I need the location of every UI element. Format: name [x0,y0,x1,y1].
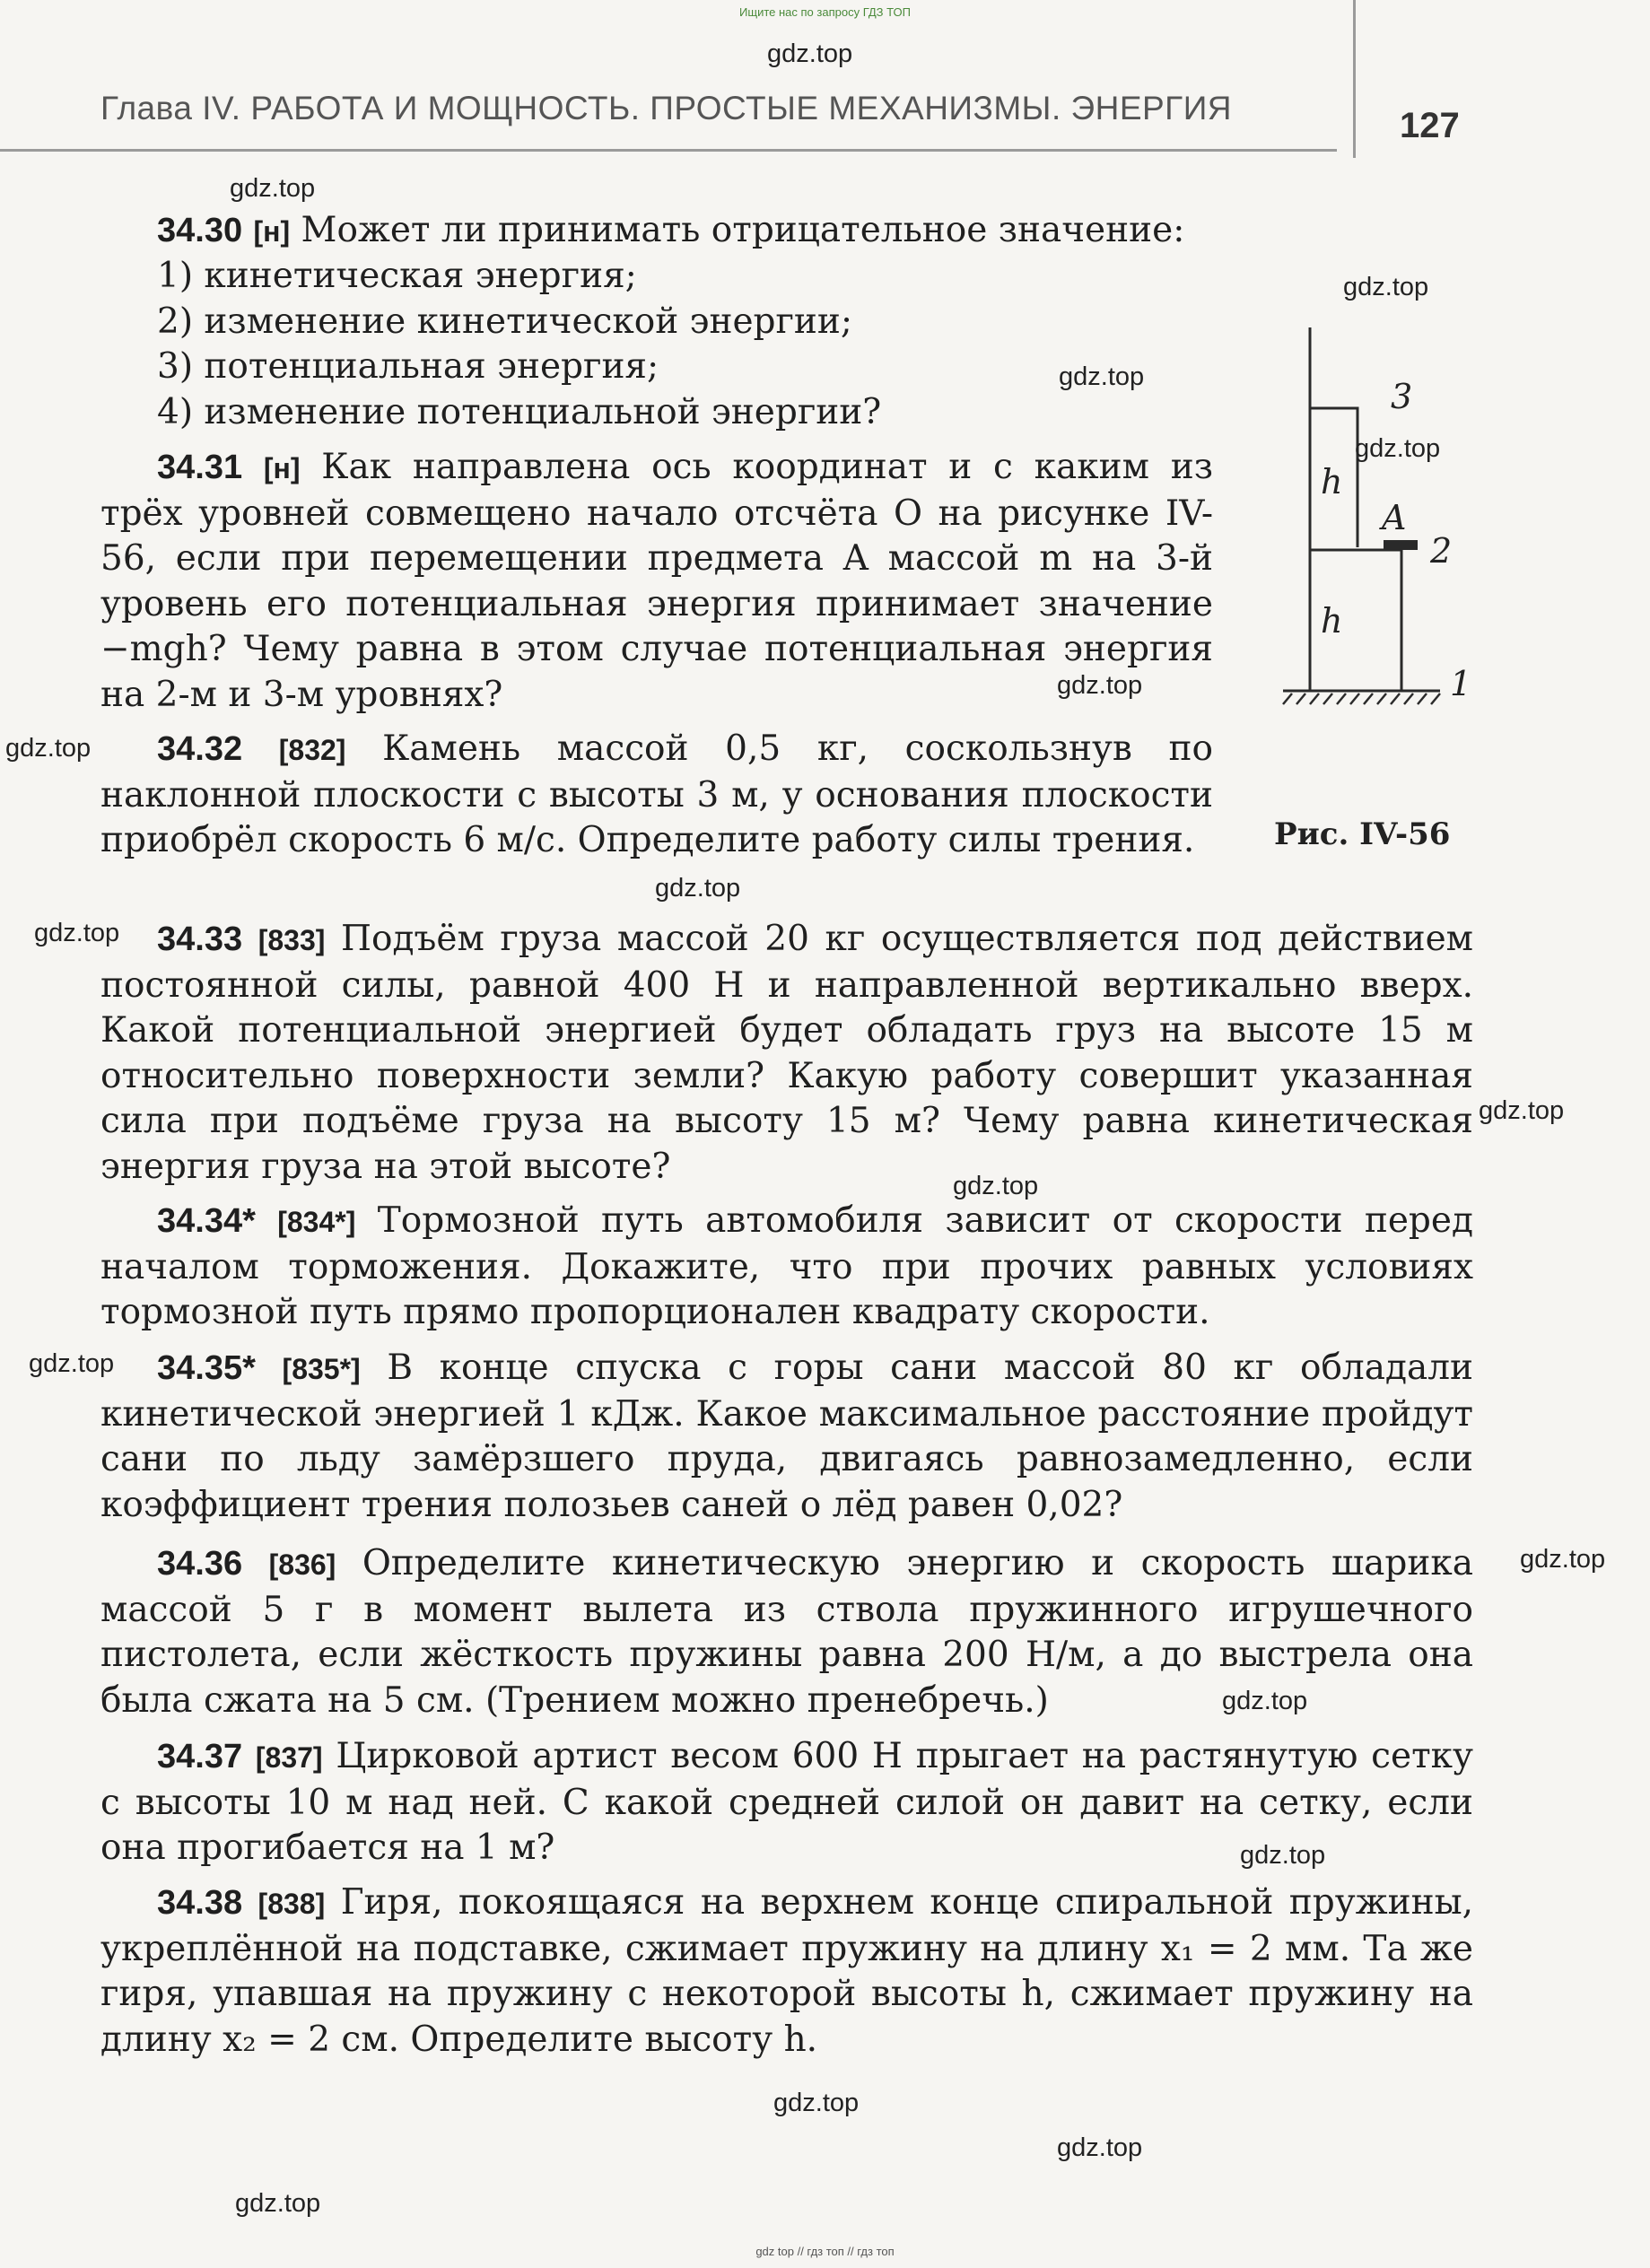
problem-text: Гиря, покоящаяся на верхнем конце спиральной пружины, укреплённой на подставке, сжимает пружину на длину x₁ = 2 мм. Та же гиря, упавшая на пружину с некоторой высоты h, сжимает пружину на длину x₂ = 2 см. Определите высоту h. [100,1882,1474,2060]
watermark: gdz.top [1057,2133,1143,2162]
object-label: A [1382,498,1407,537]
problem-number: 34.33 [157,920,243,958]
problem-number: 34.37 [157,1738,243,1775]
problem-number: 34.35* [157,1349,256,1387]
problem-text: В конце спуска с горы сани массой 80 кг обладали кинетической энергией 1 кДж. Какое максимальное расстояние пройдут сани по льду замёрзшего пруда, двигаясь равнозамедленно, если коэффициент трения полозьев саней о лёд равен 0,02? [100,1348,1473,1525]
header-divider [0,149,1337,152]
problem-number: 34.30 [157,212,243,249]
list-item: 3) потенциальная энергия; [157,346,659,387]
page-number: 127 [1400,106,1460,145]
problem-number: 34.31 [157,449,243,486]
watermark: gdz.top [1479,1096,1565,1125]
level-label-1: 1 [1450,664,1472,703]
problem-ref: [836] [268,1548,336,1581]
problem-ref: [834*] [277,1206,356,1238]
problem-34-30 [157,208,1305,255]
height-label-top: h [1321,462,1343,502]
watermark: gdz.top [1520,1545,1606,1574]
watermark: gdz.top [1355,434,1441,463]
problem-text: Тормозной путь автомобиля зависит от скорости перед началом торможения. Докажите, что при прочих равных условиях тормозной путь прямо пропорционален квадрату скорости. [100,1200,1473,1332]
problem-ref: [833] [258,924,326,956]
top-note: Ищите нас по запросу ГДЗ ТОП [739,5,911,19]
problem-ref: [837] [255,1741,323,1774]
problem-ref: [832] [278,734,346,766]
watermark: gdz.top [1343,273,1429,301]
watermark: gdz.top [953,1172,1039,1200]
watermark: gdz.top [34,919,120,947]
header-vertical-divider [1353,0,1356,158]
watermark: gdz.top [773,2089,860,2117]
watermark: gdz.top [235,2189,321,2218]
problem-ref: [н] [263,452,301,484]
problem-number: 34.34* [157,1202,256,1240]
watermark: gdz.top [1222,1687,1308,1715]
problem-text: Как направлена ось координат и с каким из трёх уровней совмещено начало отсчёта O на рисунке IV-56, если при перемещении предмета A массой m на 3-й уровень его потенциальная энергия принимает значение −mgh? Чему равна в этом случае потенциальная энергия на 2-м и 3-м уровнях? [100,447,1213,715]
watermark: gdz.top [1059,362,1145,391]
level-label-2: 2 [1430,531,1453,571]
problem-text: Может ли принимать отрицательное значение: [301,210,1185,250]
list-item: 2) изменение кинетической энергии; [157,301,853,342]
watermark: gdz.top [5,734,92,763]
problem-34-32 [100,727,1213,864]
figure-iv-56 [1265,327,1498,722]
height-label-bottom: h [1321,601,1343,641]
problem-34-35 [100,1346,1473,1528]
problem-number: 34.36 [157,1545,243,1583]
problem-34-38 [100,1880,1473,2063]
problem-34-33 [100,917,1473,1190]
list-item: 4) изменение потенциальной энергии? [157,391,882,432]
watermark: gdz.top [1240,1841,1326,1870]
problem-ref: [838] [258,1888,326,1920]
problem-34-34 [100,1199,1473,1336]
problem-text: Определите кинетическую энергию и скорость шарика массой 5 г в момент вылета из ствола пружинного игрушечного пистолета, если жёсткость пружины равна 200 Н/м, а до выстрела она была сжата на 5 см. (Трением можно пренебречь.) [100,1543,1474,1721]
watermark: gdz.top [1057,671,1143,700]
problem-text: Подъём груза массой 20 кг осуществляется под действием постоянной силы, равной 400 Н и направленной вертикально вверх. Какой потенциальной энергией будет обладать груз на высоте 15 м относительно поверхности земли? Какую работу совершит указанная сила при подъёме груза на высоту 15 м? Чему равна кинетическая энергия груза на этой высоте? [100,919,1473,1187]
list-item: 1) кинетическая энергия; [157,256,637,296]
problem-ref: [н] [253,215,291,248]
chapter-header: Глава IV. РАБОТА И МОЩНОСТЬ. ПРОСТЫЕ МЕХАНИЗМЫ. ЭНЕРГИЯ [100,90,1233,126]
problem-text: Камень массой 0,5 кг, соскользнув по наклонной плоскости с высоты 3 м, у основания плоскости приобрёл скорость 6 м/с. Определите работу силы трения. [100,728,1213,860]
problem-34-31 [100,445,1213,718]
problem-number: 34.38 [157,1884,243,1922]
problem-text: Цирковой артист весом 600 Н прыгает на растянутую сетку с высоты 10 м над ней. С какой средней силой он давит на сетку, если она прогибается на 1 м? [100,1736,1474,1868]
object-a [1384,540,1418,550]
problem-number: 34.32 [157,730,243,768]
watermark: gdz.top [29,1349,115,1378]
watermark: gdz.top [655,874,741,903]
problem-34-30-items [157,254,1144,435]
problem-ref: [835*] [282,1353,361,1385]
level-label-3: 3 [1391,377,1413,416]
figure-caption: Рис. IV-56 [1274,816,1451,852]
watermark: gdz.top [230,174,316,203]
watermark: gdz.top [767,39,853,68]
bottom-note: gdz top // гдз топ // гдз топ [755,2245,895,2258]
